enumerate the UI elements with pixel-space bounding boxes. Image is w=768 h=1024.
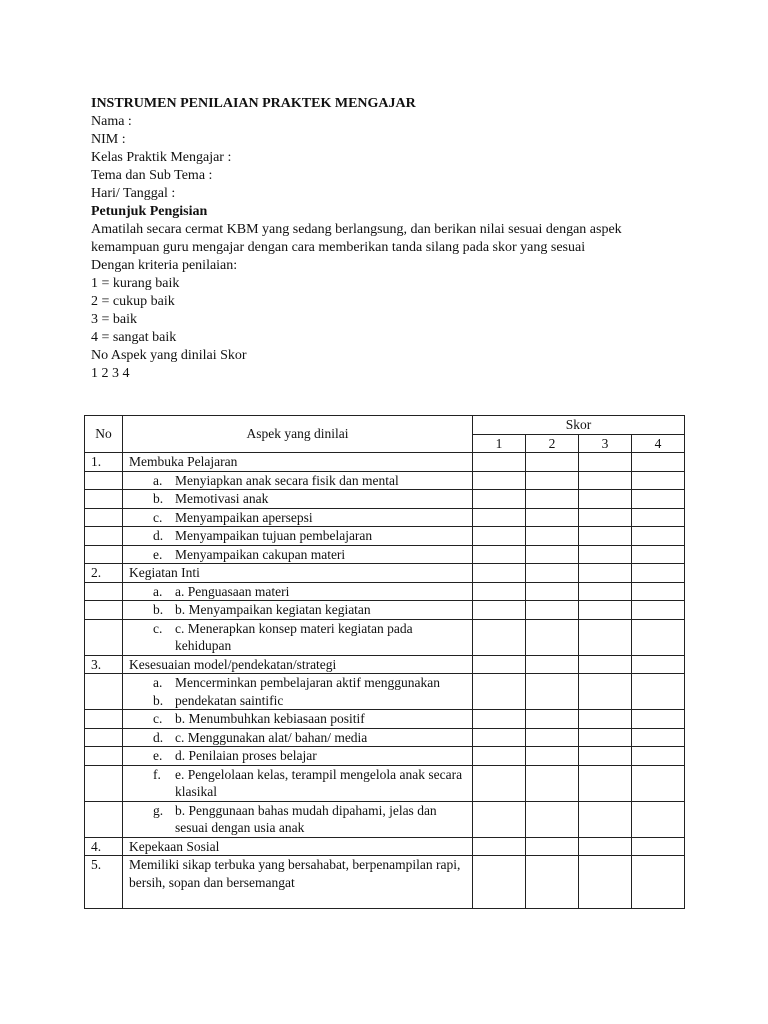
sub-item-marker: g. [153,802,164,818]
score-cell-1[interactable] [473,837,526,856]
score-cell-4[interactable] [632,545,685,564]
score-cell-2[interactable] [526,710,579,729]
score-cell-4[interactable] [632,508,685,527]
aspect-cell [123,728,473,747]
document-page [91,95,691,383]
sub-item-marker: d. [153,528,164,543]
aspect-cell [123,582,473,601]
field-nama: Nama : [91,114,132,129]
score-cell-1[interactable] [473,601,526,620]
sub-item-text: b. Menumbuhkan kebiasaan positif [175,711,365,726]
score-cell-4[interactable] [632,710,685,729]
sub-item [127,674,468,692]
row-number [85,674,123,710]
sub-item-marker: d. [153,729,164,745]
sub-item-marker: c. [153,711,163,726]
criteria-heading: Dengan kriteria penilaian: [91,258,238,273]
score-cell-3[interactable] [579,545,632,564]
row-number [85,710,123,729]
table-row [85,765,685,801]
aspect-cell [123,490,473,509]
score-cell-4[interactable] [632,801,685,837]
score-cell-2[interactable] [526,728,579,747]
sub-item [127,729,468,747]
sub-item-marker: b. [153,692,164,708]
score-cell-1[interactable] [473,655,526,674]
sub-item-text: b. Menyampaikan kegiatan kegiatan [175,602,371,617]
sub-item-text: e. Pengelolaan kelas, terampil mengelola anak secara klasikal [175,766,463,799]
score-cell-3[interactable] [579,564,632,583]
score-cell-1[interactable] [473,453,526,472]
table-row [85,471,685,490]
document-title: INSTRUMEN PENILAIAN PRAKTEK MENGAJAR [91,96,416,111]
score-cell-3[interactable] [579,856,632,909]
aspect-heading: Membuka Pelajaran [129,454,238,469]
sub-item-marker: a. [153,583,163,599]
sub-item [127,710,468,728]
sub-item-marker: f. [153,766,161,782]
aspect-cell [123,837,473,856]
sub-item-text: d. Penilaian proses belajar [175,748,317,763]
sub-item-text: Memotivasi anak [175,491,269,506]
score-cell-3[interactable] [579,527,632,546]
score-cell-3[interactable] [579,582,632,601]
score-cell-3[interactable] [579,601,632,620]
table-row [85,728,685,747]
table-row [85,801,685,837]
field-tema: Tema dan Sub Tema : [91,168,213,183]
score-cell-2[interactable] [526,471,579,490]
sub-item [127,472,468,490]
score-cell-4[interactable] [632,728,685,747]
score-cell-3[interactable] [579,490,632,509]
score-cell-3[interactable] [579,728,632,747]
table-row [85,619,685,655]
row-number: 4. [85,837,123,856]
score-cell-1[interactable] [473,564,526,583]
sub-item-marker: e. [153,546,163,562]
score-cell-4[interactable] [632,490,685,509]
score-cell-3[interactable] [579,674,632,710]
criteria-item: 1 = kurang baik [91,276,180,291]
score-cell-4[interactable] [632,619,685,655]
score-cell-2[interactable] [526,655,579,674]
sub-item [127,620,468,655]
row-number [85,801,123,837]
sub-item-marker: e. [153,748,163,763]
header-score: Skor [473,416,685,435]
row-number [85,527,123,546]
table-row [85,545,685,564]
aspect-heading: Memiliki sikap terbuka yang bersahabat, berpenampilan rapi, bersih, sopan dan bersemangat [129,857,461,890]
table-caption: No Aspek yang dinilai Skor [91,348,247,363]
sub-item [127,509,468,527]
score-cell-4[interactable] [632,747,685,766]
sub-item-text: Menyampaikan cakupan materi [175,546,346,562]
aspect-cell [123,601,473,620]
score-cell-3[interactable] [579,508,632,527]
score-cell-4[interactable] [632,564,685,583]
row-number [85,619,123,655]
score-cell-4[interactable] [632,453,685,472]
table-row [85,856,685,909]
score-cell-2[interactable] [526,801,579,837]
score-cell-4[interactable] [632,837,685,856]
sub-item-marker: c. [153,620,163,636]
table-row [85,490,685,509]
aspect-cell [123,856,473,909]
sub-item-marker: a. [153,472,163,488]
sub-item-text: Menyampaikan apersepsi [175,509,313,525]
score-cell-2[interactable] [526,527,579,546]
row-number [85,490,123,509]
assessment-table [84,415,685,909]
header-score-2: 2 [526,434,579,453]
sub-item-marker: c. [153,509,163,525]
aspect-cell [123,527,473,546]
row-number [85,471,123,490]
aspect-cell [123,747,473,766]
score-cell-2[interactable] [526,747,579,766]
row-number: 2. [85,564,123,583]
header-aspect: Aspek yang dinilai [123,416,473,453]
criteria-item: 3 = baik [91,312,137,327]
instructions-body: Amatilah secara cermat KBM yang sedang berlangsung, dan berikan nilai sesuai dengan aspek kemampuan guru mengajar dengan cara memberikan tanda silang pada skor yang sesuai [91,222,622,255]
sub-item-text: Menyiapkan anak secara fisik dan mental [175,472,399,488]
score-cell-4[interactable] [632,527,685,546]
score-cell-4[interactable] [632,856,685,909]
score-cell-3[interactable] [579,471,632,490]
header-score-3: 3 [579,434,632,453]
score-cell-3[interactable] [579,765,632,801]
sub-item [127,490,468,508]
score-cell-2[interactable] [526,856,579,909]
sub-item-text: pendekatan saintific [175,692,284,708]
score-cell-1[interactable] [473,765,526,801]
score-cell-2[interactable] [526,453,579,472]
aspect-cell [123,471,473,490]
score-cell-2[interactable] [526,837,579,856]
table-row [85,655,685,674]
score-cell-2[interactable] [526,582,579,601]
score-cell-2[interactable] [526,490,579,509]
score-cell-1[interactable] [473,856,526,909]
score-cell-4[interactable] [632,655,685,674]
score-cell-1[interactable] [473,674,526,710]
row-number: 1. [85,453,123,472]
score-cell-4[interactable] [632,765,685,801]
score-cell-1[interactable] [473,508,526,527]
table-row [85,837,685,856]
row-number: 3. [85,655,123,674]
table-row [85,453,685,472]
header-score-4: 4 [632,434,685,453]
sub-item [127,802,468,837]
row-number [85,728,123,747]
score-cell-2[interactable] [526,508,579,527]
score-cell-2[interactable] [526,674,579,710]
sub-item [127,527,468,545]
aspect-heading: Kegiatan Inti [129,565,200,580]
aspect-heading: Kesesuaian model/pendekatan/strategi [129,656,337,672]
score-cell-1[interactable] [473,527,526,546]
aspect-cell [123,710,473,729]
field-kelas: Kelas Praktik Mengajar : [91,150,232,165]
aspect-cell [123,508,473,527]
sub-item [127,601,468,619]
score-cell-3[interactable] [579,655,632,674]
criteria-item: 2 = cukup baik [91,294,175,309]
table-row [85,674,685,710]
score-cell-1[interactable] [473,545,526,564]
sub-item-text: c. Menggunakan alat/ bahan/ media [175,729,368,745]
sub-item-text: b. Penggunaan bahas mudah dipahami, jelas dan sesuai dengan usia anak [175,802,437,835]
score-cell-4[interactable] [632,471,685,490]
score-cell-1[interactable] [473,490,526,509]
table-row [85,564,685,583]
table-body [85,453,685,909]
score-cell-1[interactable] [473,801,526,837]
aspect-cell [123,674,473,710]
score-cell-2[interactable] [526,601,579,620]
score-cell-1[interactable] [473,747,526,766]
score-cell-1[interactable] [473,710,526,729]
score-cell-3[interactable] [579,801,632,837]
sub-item [127,766,468,801]
table-row [85,747,685,766]
header-no: No [85,416,123,453]
score-cell-4[interactable] [632,582,685,601]
sub-item-marker: b. [153,602,164,617]
score-cell-4[interactable] [632,674,685,710]
score-cell-2[interactable] [526,545,579,564]
sub-item [127,747,468,765]
sub-item [127,583,468,601]
score-cell-3[interactable] [579,747,632,766]
table-row [85,601,685,620]
score-cell-4[interactable] [632,601,685,620]
score-cell-3[interactable] [579,619,632,655]
aspect-cell [123,545,473,564]
sub-item-marker: b. [153,491,164,506]
table-row [85,508,685,527]
header-score-1: 1 [473,434,526,453]
row-number [85,601,123,620]
score-cell-3[interactable] [579,710,632,729]
table-row [85,527,685,546]
row-number: 5. [85,856,123,909]
score-cell-2[interactable] [526,765,579,801]
aspect-cell [123,655,473,674]
score-cell-1[interactable] [473,728,526,747]
aspect-cell [123,801,473,837]
field-hari: Hari/ Tanggal : [91,186,176,201]
sub-item-text: c. Menerapkan konsep materi kegiatan pada kehidupan [175,620,413,653]
table-row [85,582,685,601]
row-number [85,508,123,527]
sub-item-marker: a. [153,675,163,690]
aspect-cell [123,619,473,655]
sub-item-text: Menyampaikan tujuan pembelajaran [175,528,373,543]
aspect-heading: Kepekaan Sosial [129,838,220,854]
table-row [85,710,685,729]
sub-item-text: Mencerminkan pembelajaran aktif menggunakan [175,675,441,690]
score-cell-1[interactable] [473,619,526,655]
score-cell-1[interactable] [473,471,526,490]
row-number [85,582,123,601]
row-number [85,545,123,564]
field-nim: NIM : [91,132,126,147]
sub-item [127,546,468,564]
aspect-cell [123,453,473,472]
score-cell-2[interactable] [526,564,579,583]
instructions-heading: Petunjuk Pengisian [91,204,208,219]
row-number [85,765,123,801]
sub-item [127,692,468,710]
criteria-item: 4 = sangat baik [91,330,177,345]
score-cell-1[interactable] [473,582,526,601]
row-number [85,747,123,766]
score-cell-3[interactable] [579,837,632,856]
score-cell-3[interactable] [579,453,632,472]
aspect-cell [123,564,473,583]
score-cell-2[interactable] [526,619,579,655]
table-caption-scores: 1 2 3 4 [91,366,130,381]
aspect-cell [123,765,473,801]
sub-item-text: a. Penguasaan materi [175,583,290,599]
